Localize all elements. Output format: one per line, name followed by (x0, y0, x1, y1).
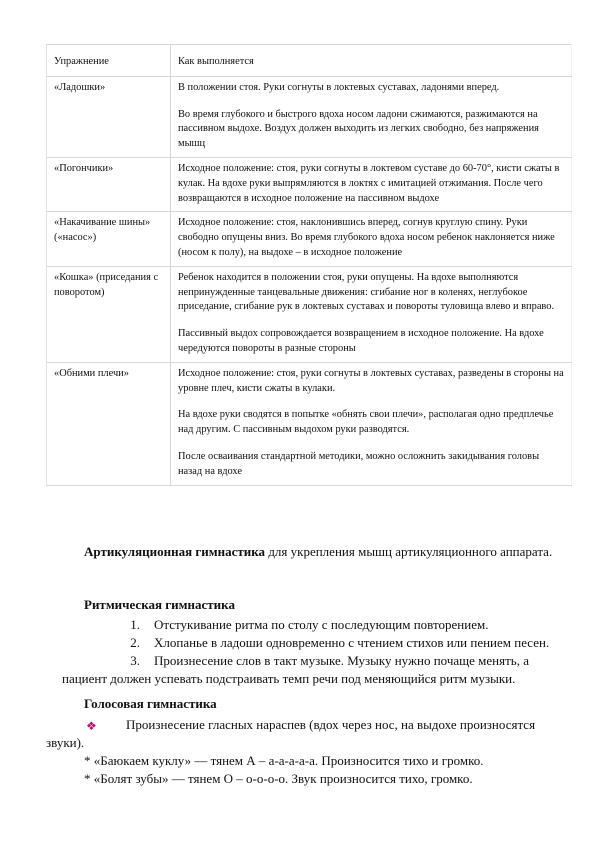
description-paragraph: Во время глубокого и быстрого вдоха носом ладони сжимаются, разжимаются на пассивном выдохе. Воздух должен выходить из легких свободно, без напряжения мышц (178, 108, 539, 150)
exercise-name: «Погончики» (47, 157, 171, 211)
exercises-table (46, 44, 572, 486)
voice-title: Голосовая гимнастика (84, 696, 217, 711)
exercise-description (171, 212, 572, 266)
list-item (46, 652, 572, 670)
table-row (47, 266, 572, 362)
voice-intro-item (46, 716, 572, 752)
description-paragraph: Исходное положение: стоя, руки согнуты в локтевых суставах, разведены в стороны на уровне плеч, кисти сжаты в кулаки. (178, 367, 564, 394)
articulation-paragraph (46, 543, 572, 561)
list-text: Отстукивание ритма по столу с последующим повторением. (154, 617, 489, 632)
header-exercise: Упражнение (47, 45, 171, 77)
table-header-row (47, 45, 572, 77)
list-item (46, 616, 572, 634)
exercise-name: «Накачивание шины» («насос») (47, 212, 171, 266)
list-text: Хлопанье в ладоши одновременно с чтением стихов или пением песен. (154, 635, 550, 650)
list-number: 2. (130, 635, 140, 650)
exercise-description (171, 76, 572, 157)
description-paragraph: Пассивный выдох сопровождается возвращением в исходное положение. На вдохе чередуются повороты в разные стороны (178, 328, 544, 354)
exercise-name: «Ладошки» (47, 76, 171, 157)
description-paragraph: На вдохе руки сводятся в попытке «обнять свои плечи», располагая одно предплечье над другим. С пассивным выдохом руки разводятся. (178, 409, 554, 436)
table-row (47, 76, 572, 157)
rhythmic-title: Ритмическая гимнастика (84, 597, 235, 612)
description-paragraph: В положении стоя. Руки согнуты в локтевых суставах, ладонями вперед. (178, 81, 500, 93)
description-paragraph: Исходное положение: стоя, руки согнуты в локтевом суставе до 60-70°, кисти сжаты в кулак. На вдохе руки выпрямляются в локтях с имитацией отжимания. После чего возвращаются в исходное положение на пассивном выдохе (178, 162, 560, 204)
articulation-title: Артикуляционная гимнастика (84, 544, 266, 559)
list-text: Произнесение слов в такт музыке. Музыку нужно почаще менять, а (154, 653, 529, 668)
list-continuation: пациент должен успевать подстраивать темп речи под меняющийся ритм музыки. (62, 671, 516, 686)
header-how: Как выполняется (171, 45, 572, 77)
exercise-name: «Кошка» (приседания с поворотом) (47, 266, 171, 362)
table-row (47, 212, 572, 266)
description-paragraph: После осваивания стандартной методики, можно осложнить закидывания головы назад на вдохе (178, 450, 540, 477)
rhythmic-list (46, 616, 572, 688)
list-number: 3. (130, 653, 140, 668)
exercise-name: «Обними плечи» (47, 362, 171, 485)
list-item (46, 634, 572, 652)
list-number: 1. (130, 617, 140, 632)
exercise-description (171, 362, 572, 485)
table-row (47, 157, 572, 211)
diamond-bullet-icon: ❖ (86, 719, 97, 733)
voice-intro: Произнесение гласных нараспев (вдох через нос, на выдохе произносятся звуки). (46, 717, 536, 750)
voice-item: * «Болят зубы» — тянем О – о-о-о-о. Звук произносится тихо, громко. (84, 771, 473, 786)
exercise-description (171, 266, 572, 362)
voice-item: * «Баюкаем куклу» — тянем А – а-а-а-а-а. Произносится тихо и громко. (84, 753, 484, 768)
description-paragraph: Исходное положение: стоя, наклонившись вперед, согнув круглую спину. Руки свободно опущены вниз. Во время глубокого вдоха носом ребенок наклоняется ниже (носом к полу), на выдохе – в исходное положение (178, 217, 555, 258)
voice-section (46, 716, 572, 788)
articulation-text: для укрепления мышц артикуляционного аппарата. (265, 544, 553, 559)
description-paragraph: Ребенок находится в положении стоя, руки опущены. На вдохе выполняются непринужденные танцевальные движения: сгибание ног в коленях, неглубокое приседание, сгибание рук в локтевых суставах и повороты туловища влево и вправо. (178, 271, 555, 313)
table-row (47, 362, 572, 485)
exercise-description (171, 157, 572, 211)
